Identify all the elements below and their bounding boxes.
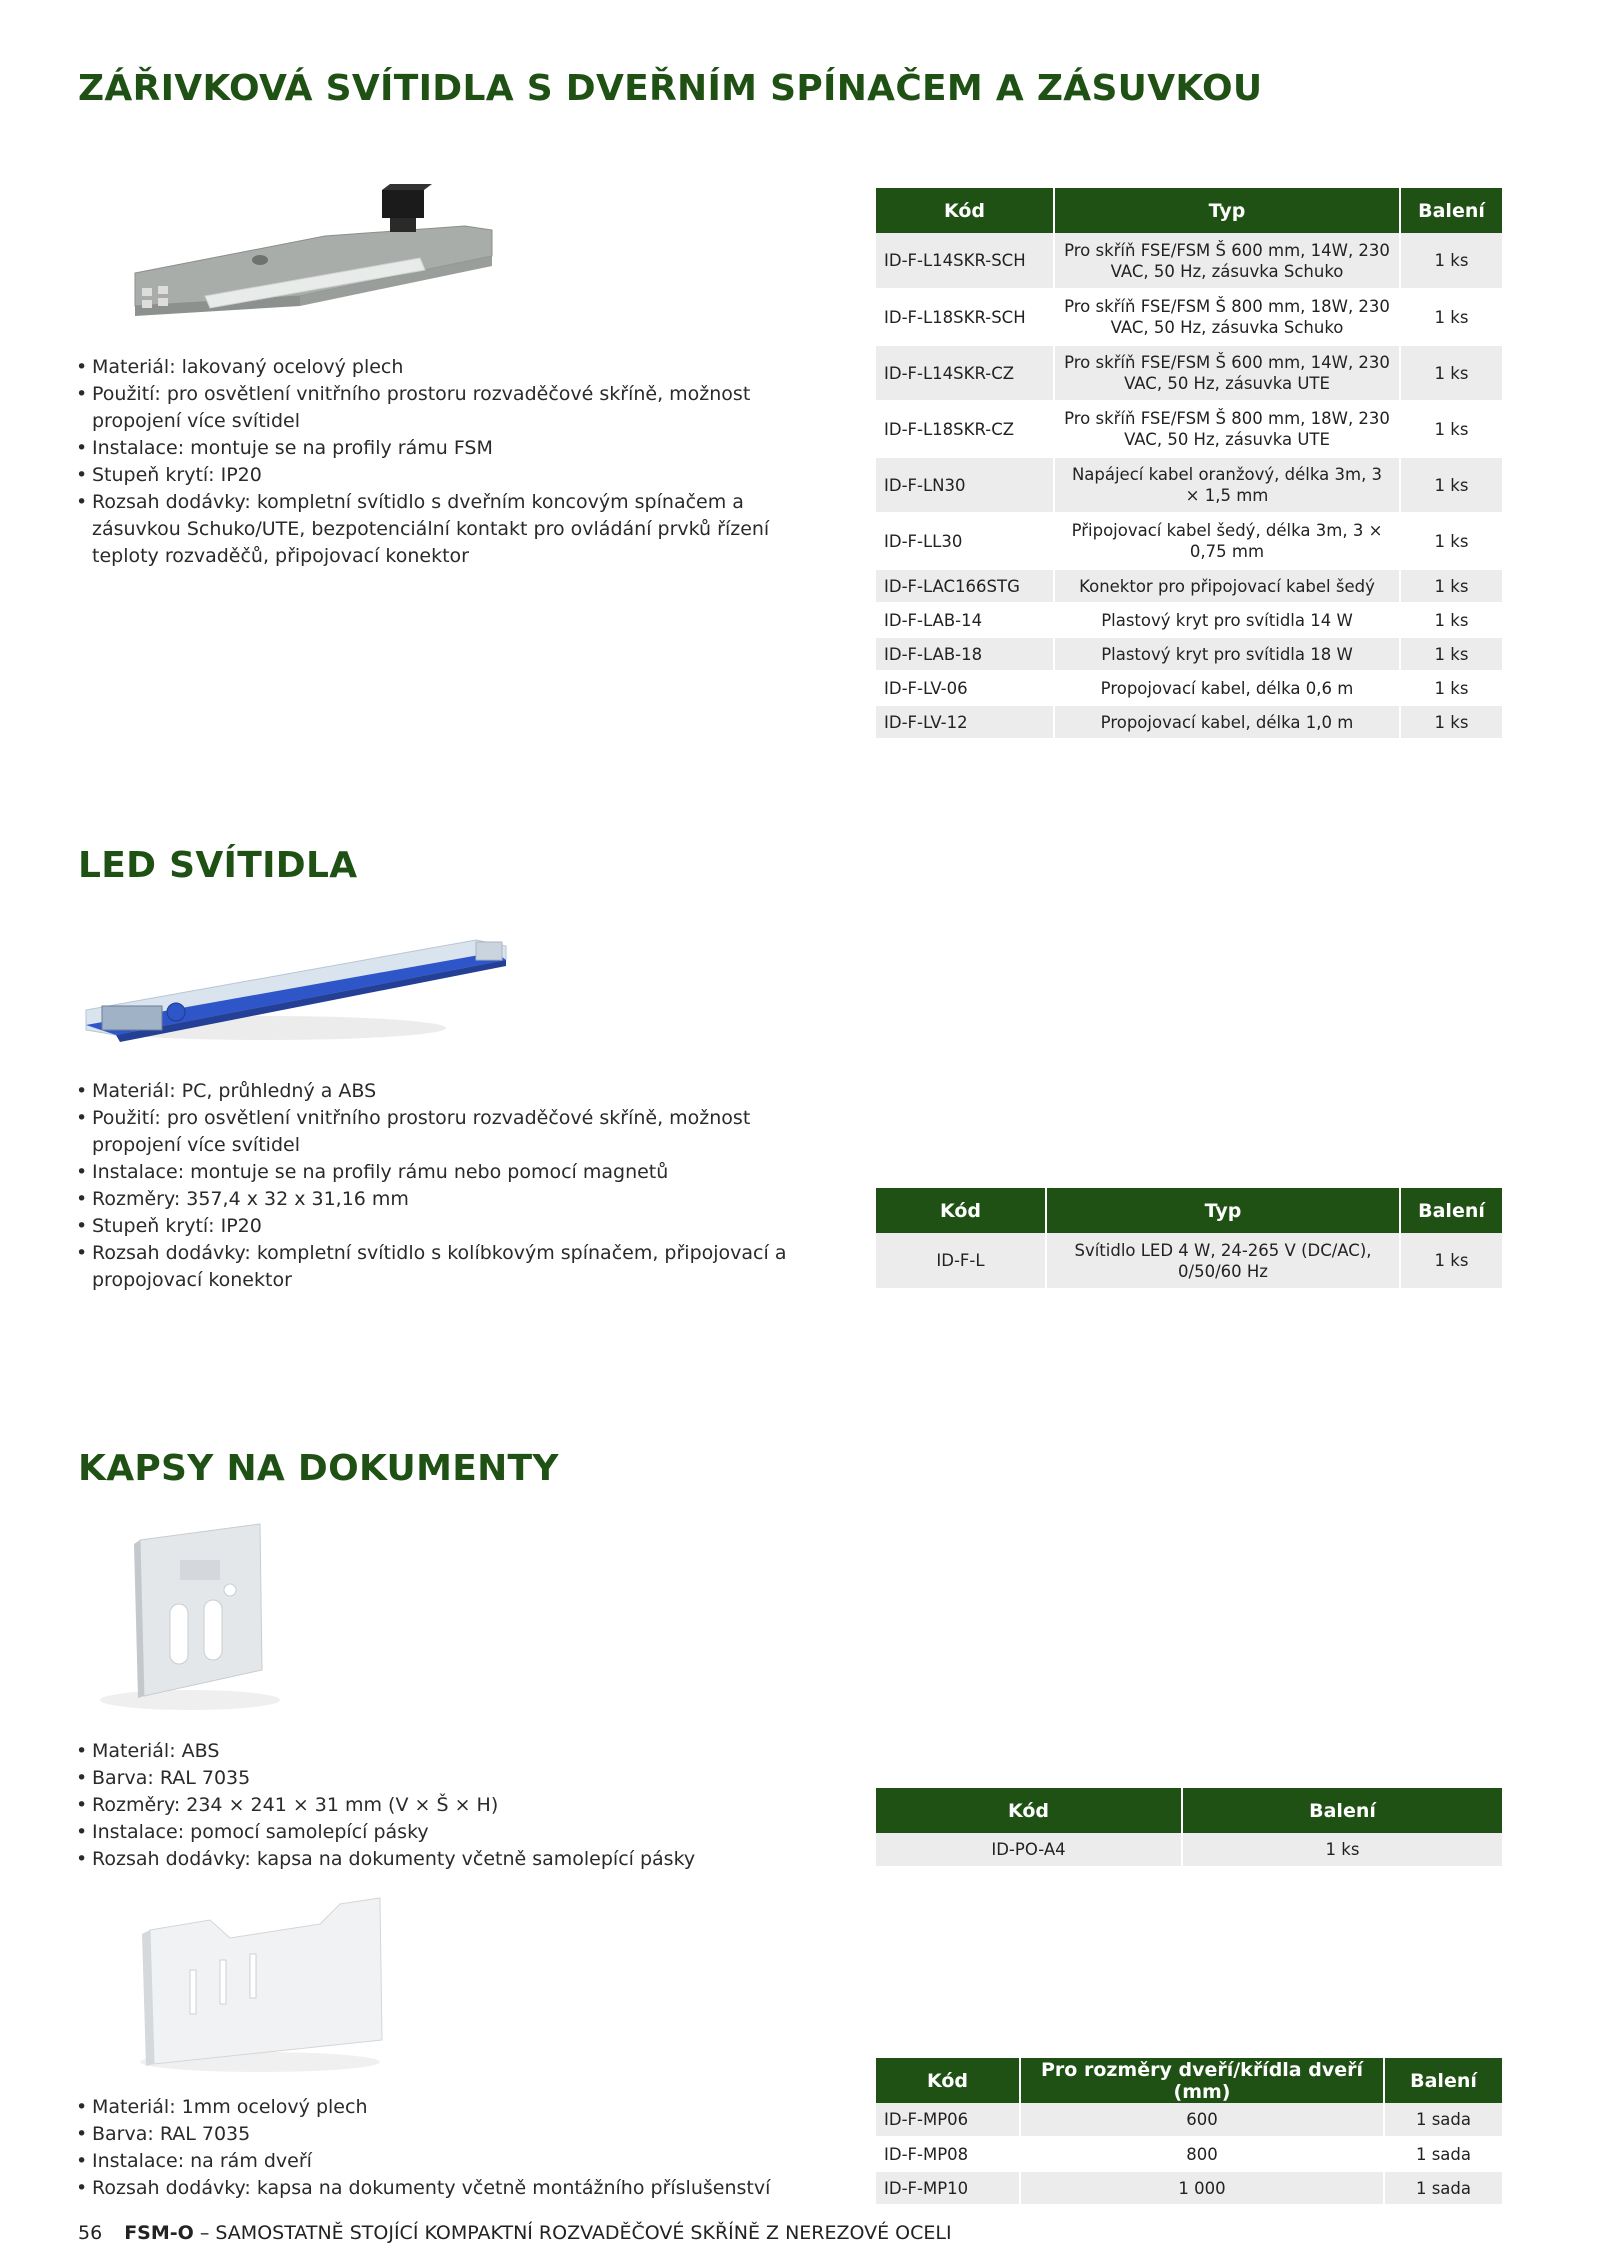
steel-pocket-specs-list — [76, 2094, 836, 2202]
footer-text: SAMOSTATNĚ STOJÍCÍ KOMPAKTNÍ ROZVADĚČOVÉ SKŘÍNĚ Z NEREZOVÉ OCELI — [215, 2222, 952, 2244]
cell-code: ID-F-LV-12 — [876, 705, 1054, 739]
cell-package: 1 ks — [1400, 401, 1502, 457]
table-row — [876, 2171, 1502, 2205]
fluorescent-specs-list — [76, 354, 816, 570]
led-luminaire-image — [76, 920, 516, 1060]
header-door-size: Pro rozměry dveří/křídla dveří (mm) — [1020, 2058, 1384, 2103]
page-footer — [78, 2222, 952, 2244]
table-row — [876, 671, 1502, 705]
spec-item: • Instalace: montuje se na profily rámu FSM — [76, 435, 816, 462]
header-code: Kód — [876, 2058, 1020, 2103]
table-row — [876, 603, 1502, 637]
table-row — [876, 233, 1502, 289]
header-code: Kód — [876, 188, 1054, 233]
header-code: Kód — [876, 1188, 1046, 1233]
cell-package: 1 ks — [1400, 671, 1502, 705]
table-row — [876, 289, 1502, 345]
abs-document-pocket-image — [80, 1520, 300, 1720]
table-row — [876, 513, 1502, 569]
cell-type: Propojovací kabel, délka 1,0 m — [1054, 705, 1400, 739]
table-row — [876, 2137, 1502, 2171]
table-row — [876, 1233, 1502, 1289]
cell-package: 1 ks — [1400, 705, 1502, 739]
cell-code: ID-F-LAB-14 — [876, 603, 1054, 637]
cell-code: ID-F-LV-06 — [876, 671, 1054, 705]
table-row — [876, 569, 1502, 603]
cell-type: Připojovací kabel šedý, délka 3m, 3 × 0,75 mm — [1054, 513, 1400, 569]
page-number: 56 — [78, 2222, 103, 2244]
table-row — [876, 2103, 1502, 2137]
cell-code: ID-F-MP06 — [876, 2103, 1020, 2137]
cell-code: ID-F-LL30 — [876, 513, 1054, 569]
header-type: Typ — [1054, 188, 1400, 233]
spec-item: • Rozsah dodávky: kapsa na dokumenty včetně montážního příslušenství — [76, 2175, 836, 2202]
cell-code: ID-F-MP08 — [876, 2137, 1020, 2171]
spec-item: • Stupeň krytí: IP20 — [76, 462, 816, 489]
header-type: Typ — [1046, 1188, 1400, 1233]
spec-item: • Materiál: PC, průhledný a ABS — [76, 1078, 816, 1105]
cell-package: 1 ks — [1400, 233, 1502, 289]
cell-code: ID-PO-A4 — [876, 1833, 1182, 1867]
cell-door-size: 1 000 — [1020, 2171, 1384, 2205]
table-row — [876, 705, 1502, 739]
section-title-led: LED SVÍTIDLA — [78, 845, 358, 886]
spec-item: • Materiál: lakovaný ocelový plech — [76, 354, 816, 381]
cell-package: 1 ks — [1400, 637, 1502, 671]
steel-document-pocket-image — [120, 1890, 400, 2080]
spec-item: • Instalace: pomocí samolepící pásky — [76, 1819, 816, 1846]
cell-package: 1 ks — [1400, 569, 1502, 603]
spec-item: • Rozměry: 234 × 241 × 31 mm (V × Š × H) — [76, 1792, 816, 1819]
footer-brand: FSM-O — [124, 2222, 194, 2244]
table-row — [876, 1833, 1502, 1867]
cell-door-size: 600 — [1020, 2103, 1384, 2137]
cell-type: Plastový kryt pro svítidla 14 W — [1054, 603, 1400, 637]
abs-pocket-product-table — [876, 1788, 1502, 1868]
section-title-document-pockets: KAPSY NA DOKUMENTY — [78, 1448, 559, 1489]
cell-type: Pro skříň FSE/FSM Š 800 mm, 18W, 230 VAC, 50 Hz, zásuvka Schuko — [1054, 289, 1400, 345]
spec-item: • Rozsah dodávky: kompletní svítidlo s kolíbkovým spínačem, připojovací a propojovací konektor — [76, 1240, 816, 1294]
cell-package: 1 sada — [1384, 2103, 1502, 2137]
cell-door-size: 800 — [1020, 2137, 1384, 2171]
cell-package: 1 sada — [1384, 2137, 1502, 2171]
steel-pocket-product-table — [876, 2058, 1502, 2206]
cell-type: Napájecí kabel oranžový, délka 3m, 3 × 1,5 mm — [1054, 457, 1400, 513]
cell-type: Pro skříň FSE/FSM Š 600 mm, 14W, 230 VAC, 50 Hz, zásuvka UTE — [1054, 345, 1400, 401]
spec-item: • Barva: RAL 7035 — [76, 2121, 836, 2148]
cell-type: Pro skříň FSE/FSM Š 800 mm, 18W, 230 VAC, 50 Hz, zásuvka UTE — [1054, 401, 1400, 457]
cell-package: 1 ks — [1182, 1833, 1502, 1867]
cell-code: ID-F-LN30 — [876, 457, 1054, 513]
spec-item: • Materiál: 1mm ocelový plech — [76, 2094, 836, 2121]
cell-package: 1 ks — [1400, 603, 1502, 637]
cell-code: ID-F-L18SKR-SCH — [876, 289, 1054, 345]
cell-code: ID-F-LAB-18 — [876, 637, 1054, 671]
spec-item: • Materiál: ABS — [76, 1738, 816, 1765]
spec-item: • Rozsah dodávky: kompletní svítidlo s dveřním koncovým spínačem a zásuvkou Schuko/UTE, bezpotenciální kontakt pro ovládání prvků řízení teploty rozvaděčů, připojovací konektor — [76, 489, 816, 570]
spec-item: • Použití: pro osvětlení vnitřního prostoru rozvaděčové skříně, možnost propojení více svítidel — [76, 1105, 816, 1159]
section-title-fluorescent: ZÁŘIVKOVÁ SVÍTIDLA S DVEŘNÍM SPÍNAČEM A ZÁSUVKOU — [78, 68, 1263, 109]
spec-item: • Stupeň krytí: IP20 — [76, 1213, 816, 1240]
cell-code: ID-F-L — [876, 1233, 1046, 1289]
table-row — [876, 345, 1502, 401]
spec-item: • Instalace: na rám dveří — [76, 2148, 836, 2175]
cell-code: ID-F-LAC166STG — [876, 569, 1054, 603]
table-row — [876, 401, 1502, 457]
cell-code: ID-F-MP10 — [876, 2171, 1020, 2205]
cell-type: Svítidlo LED 4 W, 24-265 V (DC/AC), 0/50/60 Hz — [1046, 1233, 1400, 1289]
led-specs-list — [76, 1078, 816, 1294]
header-package: Balení — [1182, 1788, 1502, 1833]
cell-package: 1 ks — [1400, 513, 1502, 569]
cell-code: ID-F-L14SKR-SCH — [876, 233, 1054, 289]
led-product-table — [876, 1188, 1502, 1290]
table-row — [876, 637, 1502, 671]
abs-pocket-specs-list — [76, 1738, 816, 1873]
spec-item: • Rozsah dodávky: kapsa na dokumenty včetně samolepící pásky — [76, 1846, 816, 1873]
cell-type: Plastový kryt pro svítidla 18 W — [1054, 637, 1400, 671]
header-code: Kód — [876, 1788, 1182, 1833]
spec-item: • Použití: pro osvětlení vnitřního prostoru rozvaděčové skříně, možnost propojení více svítidel — [76, 381, 816, 435]
spec-item: • Rozměry: 357,4 x 32 x 31,16 mm — [76, 1186, 816, 1213]
cell-code: ID-F-L14SKR-CZ — [876, 345, 1054, 401]
header-package: Balení — [1384, 2058, 1502, 2103]
footer-separator: – — [193, 2222, 216, 2244]
cell-type: Konektor pro připojovací kabel šedý — [1054, 569, 1400, 603]
cell-package: 1 ks — [1400, 345, 1502, 401]
fluorescent-product-table — [876, 188, 1502, 740]
cell-package: 1 sada — [1384, 2171, 1502, 2205]
header-package: Balení — [1400, 188, 1502, 233]
table-row — [876, 457, 1502, 513]
cell-package: 1 ks — [1400, 457, 1502, 513]
cell-package: 1 ks — [1400, 1233, 1502, 1289]
header-package: Balení — [1400, 1188, 1502, 1233]
spec-item: • Instalace: montuje se na profily rámu nebo pomocí magnetů — [76, 1159, 816, 1186]
spec-item: • Barva: RAL 7035 — [76, 1765, 816, 1792]
cell-package: 1 ks — [1400, 289, 1502, 345]
cell-type: Propojovací kabel, délka 0,6 m — [1054, 671, 1400, 705]
cell-code: ID-F-L18SKR-CZ — [876, 401, 1054, 457]
cell-type: Pro skříň FSE/FSM Š 600 mm, 14W, 230 VAC, 50 Hz, zásuvka Schuko — [1054, 233, 1400, 289]
fluorescent-luminaire-image — [120, 178, 520, 328]
